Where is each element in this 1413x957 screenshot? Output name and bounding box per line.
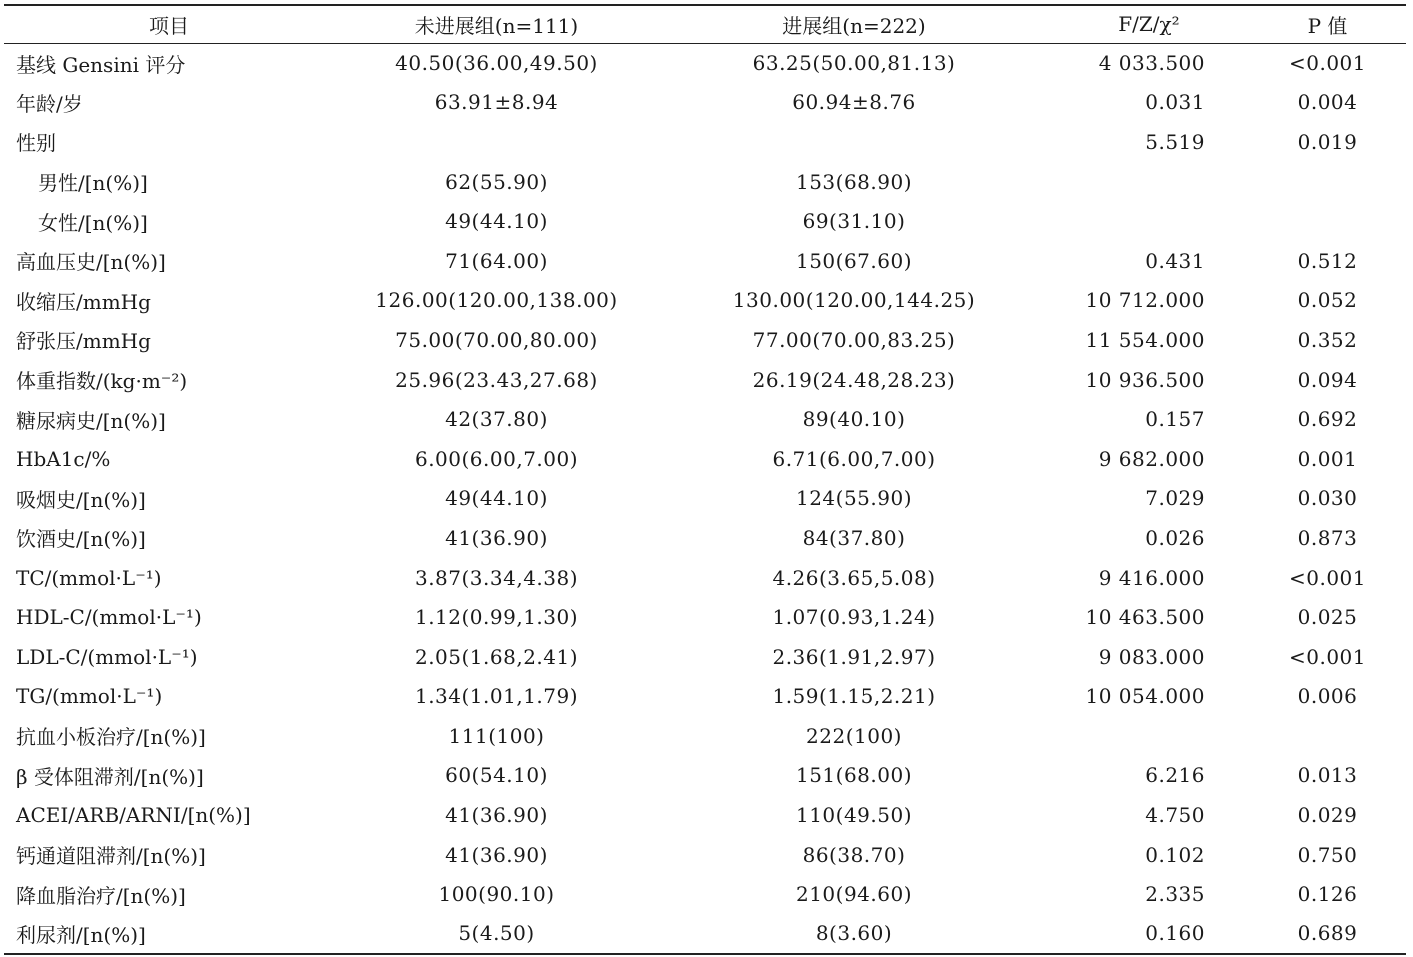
row-item-label: ACEI/ARB/ARNI/[n(%)] [16, 803, 251, 828]
row-p-value: 0.512 [1297, 248, 1358, 273]
row-value-nonprogression: 1.34(1.01,1.79) [414, 684, 579, 709]
table-row [4, 162, 1406, 202]
table-row [4, 716, 1406, 756]
row-value-progression: 110(49.50) [795, 803, 913, 828]
row-test-statistic: 6.216 [1145, 763, 1205, 788]
row-item-label: LDL-C/(mmol·L⁻¹) [16, 644, 198, 669]
row-value-progression: 210(94.60) [795, 882, 913, 907]
row-test-statistic: 0.026 [1145, 525, 1205, 550]
row-p-value: 0.004 [1297, 90, 1358, 115]
row-value-nonprogression: 49(44.10) [445, 486, 548, 511]
row-test-statistic: 11 554.000 [1085, 327, 1205, 352]
row-item-label: HbA1c/% [16, 446, 111, 471]
row-p-value: 0.692 [1297, 407, 1358, 432]
table-row [4, 360, 1406, 400]
row-value-progression: 153(68.90) [795, 169, 913, 194]
table-row [4, 83, 1406, 123]
row-p-value: 0.030 [1297, 486, 1358, 511]
row-item-label: 抗血小板治疗/[n(%)] [16, 725, 206, 750]
row-value-progression: 130.00(120.00,144.25) [732, 288, 976, 313]
row-value-nonprogression: 1.12(0.99,1.30) [414, 605, 579, 630]
row-value-progression: 63.25(50.00,81.13) [752, 51, 956, 76]
row-p-value [1249, 716, 1406, 756]
row-value-progression: 26.19(24.48,28.23) [752, 367, 956, 392]
table-row [4, 43, 1406, 83]
row-item-label: 体重指数/(kg·m⁻²) [16, 369, 188, 394]
table-row [4, 558, 1406, 598]
row-p-value: 0.873 [1297, 525, 1358, 550]
row-value-nonprogression: 63.91±8.94 [434, 90, 559, 115]
row-item-label: 男性/[n(%)] [38, 171, 148, 196]
row-value-progression: 222(100) [806, 723, 902, 748]
header-group-progression: 进展组(n=222) [782, 13, 926, 38]
row-test-statistic [1049, 201, 1249, 241]
row-value-progression: 151(68.00) [795, 763, 913, 788]
row-value-nonprogression [334, 122, 659, 162]
row-p-value: 0.750 [1297, 842, 1358, 867]
row-value-progression: 86(38.70) [802, 842, 906, 867]
row-value-nonprogression: 6.00(6.00,7.00) [414, 446, 579, 471]
row-p-value: <0.001 [1288, 565, 1366, 590]
row-p-value: 0.052 [1297, 288, 1358, 313]
row-test-statistic: 5.519 [1145, 129, 1205, 154]
row-test-statistic: 2.335 [1145, 882, 1205, 907]
row-value-progression: 89(40.10) [802, 407, 906, 432]
baseline-characteristics-table-wrapper [4, 4, 1406, 955]
row-item-label: 性别 [16, 131, 56, 156]
row-item-label: 降血脂治疗/[n(%)] [16, 883, 186, 908]
row-test-statistic: 4 033.500 [1098, 51, 1205, 76]
row-p-value [1249, 201, 1406, 241]
table-row [4, 320, 1406, 360]
row-p-value: 0.019 [1297, 129, 1358, 154]
row-p-value: 0.006 [1297, 684, 1358, 709]
row-item-label: 吸烟史/[n(%)] [16, 487, 146, 512]
row-value-nonprogression: 71(64.00) [445, 248, 548, 273]
table-header [4, 5, 1406, 43]
row-p-value: 0.352 [1297, 327, 1358, 352]
row-p-value: 0.025 [1297, 605, 1358, 630]
row-test-statistic: 10 936.500 [1085, 367, 1205, 392]
table-row [4, 795, 1406, 835]
table-body [4, 43, 1406, 954]
row-value-nonprogression: 41(36.90) [445, 525, 548, 550]
row-value-progression: 2.36(1.91,2.97) [772, 644, 936, 669]
row-value-nonprogression: 111(100) [448, 723, 545, 748]
row-value-nonprogression: 5(4.50) [458, 921, 535, 946]
row-test-statistic: 10 463.500 [1085, 605, 1205, 630]
row-item-label: β 受体阻滞剂/[n(%)] [16, 764, 204, 789]
row-value-nonprogression: 25.96(23.43,27.68) [395, 367, 598, 392]
row-value-nonprogression: 42(37.80) [445, 407, 548, 432]
row-value-progression: 69(31.10) [802, 209, 906, 234]
row-value-progression: 84(37.80) [802, 525, 906, 550]
table-row [4, 874, 1406, 914]
row-value-nonprogression: 49(44.10) [445, 209, 548, 234]
row-test-statistic: 0.157 [1145, 407, 1205, 432]
row-item-label: 高血压史/[n(%)] [16, 250, 166, 275]
row-p-value: 0.689 [1297, 921, 1358, 946]
row-p-value: <0.001 [1288, 644, 1366, 669]
row-value-nonprogression: 3.87(3.34,4.38) [414, 565, 579, 590]
row-value-progression: 8(3.60) [815, 921, 893, 946]
header-item: 项目 [149, 13, 189, 38]
row-item-label: TG/(mmol·L⁻¹) [16, 684, 163, 709]
row-value-progression: 1.59(1.15,2.21) [772, 684, 936, 709]
header-group-nonprogression: 未进展组(n=111) [414, 13, 579, 38]
table-row [4, 201, 1406, 241]
row-test-statistic [1049, 162, 1249, 202]
row-value-nonprogression: 41(36.90) [445, 842, 548, 867]
row-test-statistic [1049, 716, 1249, 756]
row-p-value: 0.094 [1297, 367, 1358, 392]
row-value-nonprogression: 100(90.10) [438, 882, 555, 907]
table-row [4, 399, 1406, 439]
row-value-nonprogression: 41(36.90) [445, 803, 548, 828]
row-p-value: <0.001 [1288, 51, 1366, 76]
row-value-progression: 124(55.90) [795, 486, 913, 511]
row-p-value: 0.001 [1297, 446, 1358, 471]
row-test-statistic: 0.102 [1145, 842, 1205, 867]
row-value-progression: 6.71(6.00,7.00) [772, 446, 936, 471]
table-row [4, 439, 1406, 479]
row-value-progression [659, 122, 1049, 162]
table-row [4, 241, 1406, 281]
row-item-label: 钙通道阻滞剂/[n(%)] [16, 844, 206, 869]
row-item-label: 利尿剂/[n(%)] [16, 922, 146, 947]
table-row [4, 637, 1406, 677]
row-value-progression: 150(67.60) [795, 248, 913, 273]
row-test-statistic: 0.431 [1145, 248, 1205, 273]
row-value-progression: 77.00(70.00,83.25) [752, 327, 956, 352]
row-value-progression: 60.94±8.76 [792, 90, 916, 115]
row-item-label: HDL-C/(mmol·L⁻¹) [16, 605, 202, 630]
table-row [4, 122, 1406, 162]
header-test-statistic: F/Z/χ² [1118, 12, 1180, 37]
table-row [4, 479, 1406, 519]
table-row [4, 835, 1406, 875]
baseline-characteristics-table [4, 4, 1406, 955]
row-item-label: TC/(mmol·L⁻¹) [16, 565, 162, 590]
row-p-value: 0.013 [1297, 763, 1358, 788]
row-item-label: 收缩压/mmHg [16, 289, 151, 314]
row-item-label: 年龄/岁 [16, 91, 83, 116]
row-p-value: 0.029 [1297, 803, 1358, 828]
table-row [4, 281, 1406, 321]
row-value-nonprogression: 2.05(1.68,2.41) [414, 644, 579, 669]
row-item-label: 基线 Gensini 评分 [16, 52, 186, 77]
table-row [4, 597, 1406, 637]
row-test-statistic: 7.029 [1145, 486, 1205, 511]
table-row [4, 914, 1406, 954]
row-value-progression: 4.26(3.65,5.08) [772, 565, 936, 590]
table-row [4, 518, 1406, 558]
row-value-nonprogression: 60(54.10) [445, 763, 548, 788]
row-test-statistic: 9 682.000 [1098, 446, 1205, 471]
row-test-statistic: 4.750 [1145, 803, 1205, 828]
row-item-label: 舒张压/mmHg [16, 329, 151, 354]
table-row [4, 677, 1406, 717]
row-test-statistic: 9 416.000 [1098, 565, 1205, 590]
row-value-nonprogression: 126.00(120.00,138.00) [375, 288, 618, 313]
row-p-value: 0.126 [1297, 882, 1358, 907]
header-row [4, 5, 1406, 43]
row-test-statistic: 10 054.000 [1085, 684, 1205, 709]
row-test-statistic: 0.031 [1145, 90, 1205, 115]
row-p-value [1249, 162, 1406, 202]
row-item-label: 女性/[n(%)] [38, 210, 148, 235]
row-test-statistic: 0.160 [1145, 921, 1205, 946]
row-item-label: 饮酒史/[n(%)] [16, 527, 146, 552]
row-item-label: 糖尿病史/[n(%)] [16, 408, 166, 433]
row-value-nonprogression: 62(55.90) [445, 169, 548, 194]
row-test-statistic: 9 083.000 [1098, 644, 1205, 669]
row-value-nonprogression: 40.50(36.00,49.50) [395, 51, 598, 76]
row-test-statistic: 10 712.000 [1085, 288, 1205, 313]
row-value-progression: 1.07(0.93,1.24) [772, 605, 936, 630]
row-value-nonprogression: 75.00(70.00,80.00) [395, 327, 598, 352]
table-row [4, 756, 1406, 796]
header-p-value: P 值 [1307, 13, 1348, 38]
